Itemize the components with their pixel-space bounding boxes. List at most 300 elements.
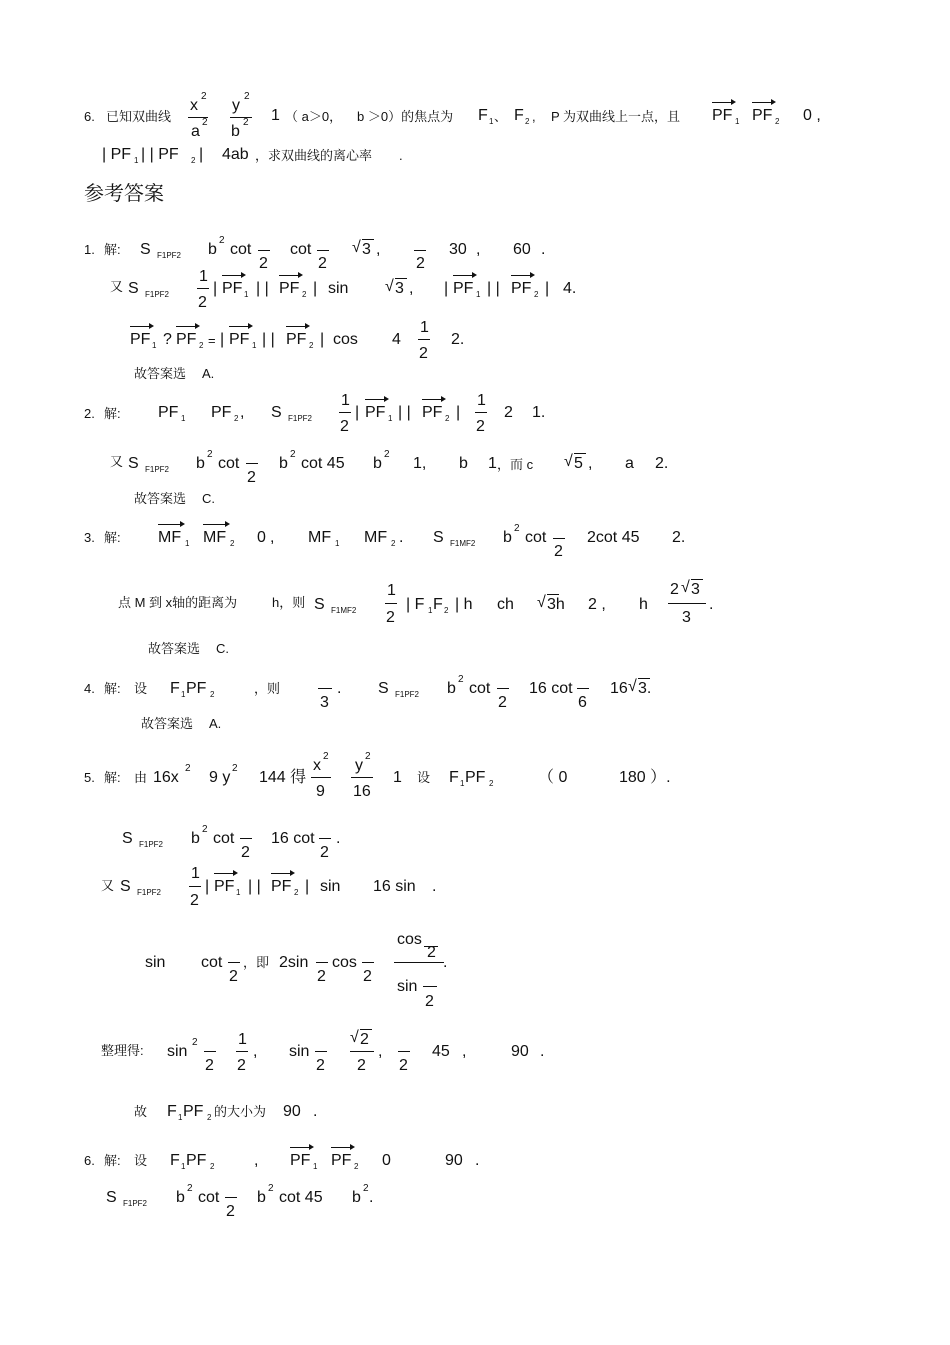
a5-zhengli: 整理得: [101, 1043, 144, 1058]
a2-b-2: b [279, 455, 288, 472]
a5-she: 设 [417, 770, 431, 785]
a3-frac-bar [668, 603, 706, 604]
a4-answer: 故答案选 [141, 716, 194, 731]
a5-y: y [355, 757, 363, 774]
a4-16: 16 [610, 680, 628, 697]
a5-sixteen: 16 [353, 783, 371, 800]
a6-pf2-sub: 2 [210, 1162, 215, 1171]
a1-dotq: ? [163, 331, 172, 348]
a5-jie: 解: [104, 770, 121, 785]
a1-vec-pf2-b-sub: 2 [534, 290, 539, 299]
a5-bar-5 [228, 962, 240, 963]
a5-f1-sub: 1 [460, 779, 465, 788]
a2-two-den: 2 [247, 469, 256, 486]
a4-f1-sub: 1 [181, 690, 186, 699]
a5-90: 90 [511, 1043, 529, 1060]
a6-vec-pf1: PF [290, 1152, 311, 1169]
a6-b-3-sup: 2 [363, 1183, 369, 1194]
a6-she: 设 [134, 1153, 148, 1168]
a1-S-sub: F1PF2 [157, 251, 182, 260]
a2-sqrt-icon: √ [564, 453, 573, 470]
q6-ask: ，求双曲线的离心率 [255, 148, 373, 163]
a6-dot-1: . [475, 1152, 480, 1169]
q6-p-desc: P 为双曲线上一点，且 [551, 109, 681, 124]
a6-vec-pf1-sub: 1 [313, 1162, 318, 1171]
a5-two-den: 2 [241, 844, 250, 861]
a5-sinsq: sin [167, 1043, 188, 1060]
a6-f1: F [170, 1152, 180, 1169]
a3-frac-sqrt-icon: √ [681, 579, 690, 596]
a2-abs-3: | [456, 404, 461, 421]
a3-S-2: S [314, 596, 325, 613]
a3-zero: 0 [257, 529, 266, 546]
a5-comma-1: , [253, 1043, 258, 1060]
a5-b-sup: 2 [202, 824, 208, 835]
a5-45: 45 [432, 1043, 450, 1060]
a3-answer: 故答案选 [148, 641, 201, 656]
a3-S: S [433, 529, 444, 546]
a2-S-sub-2: F1PF2 [145, 465, 170, 474]
a5-sin: sin [320, 878, 341, 895]
q6-abs-pf1: | PF [102, 146, 132, 163]
a2-vec-pf1-sub: 1 [388, 414, 393, 423]
a2-comma: , [240, 404, 245, 421]
a3-answer-letter: C. [216, 641, 229, 656]
a4-pf2: PF [186, 680, 207, 697]
a6-f1-sub: 1 [181, 1162, 186, 1171]
a6-b-sup: 2 [187, 1183, 193, 1194]
a5-cot-2: cot [201, 954, 223, 971]
a5-range-0: （ 0 [538, 769, 568, 786]
a3-b: b [503, 529, 512, 546]
a5-144: 144 得 [259, 769, 307, 786]
a3-cot: cot [525, 529, 547, 546]
a1-sqrt-icon-2: √ [385, 278, 394, 295]
a2-b-sup-2: 2 [290, 449, 296, 460]
a5-frac-sin-two: 2 [425, 993, 434, 1010]
q6-abs-sub1: 1 [134, 156, 139, 165]
a3-frac-sqrt-bar [691, 579, 703, 580]
a2-abs-2: | | [398, 404, 411, 421]
a5-two-den-6: 2 [205, 1057, 214, 1074]
a3-ch: ch [497, 596, 514, 613]
a5-pf2-b: PF [183, 1103, 204, 1120]
a3-jie: 解: [104, 530, 121, 545]
a3-frac-two: 2 [670, 581, 679, 598]
a5-two-den-5: 2 [363, 968, 372, 985]
a1-sin: sin [328, 280, 349, 297]
a1-cos: cos [333, 331, 358, 348]
a2-one: 1. [532, 404, 546, 421]
a2-cot45: cot 45 [301, 455, 345, 472]
a6-dot-2: . [369, 1189, 374, 1206]
a5-sqrt-bar [360, 1029, 372, 1030]
a5-frac-sin-bar [423, 986, 437, 987]
a5-bar-4 [319, 838, 331, 839]
a6-b-2-sup: 2 [268, 1183, 274, 1194]
a2-b-sup: 2 [207, 449, 213, 460]
a1-vec-pf1-sub: 1 [244, 290, 249, 299]
a5-f1-b-sub: 1 [178, 1113, 183, 1122]
a1-dot: . [541, 241, 546, 258]
q6-4ab: 4ab [222, 146, 249, 163]
a3-half-bar [385, 603, 397, 604]
a2-half-bar-2 [475, 412, 487, 413]
a5-S: S [122, 830, 133, 847]
a2-bar [246, 463, 258, 464]
a2-b-sup-3: 2 [384, 449, 390, 460]
a3-end-dot: . [709, 596, 714, 613]
a1-30: 30 [449, 241, 467, 258]
a1-sqrt-bar-2 [395, 278, 407, 279]
a5-y-sup: 2 [365, 751, 371, 762]
a3-vec-mf1-sub: 1 [185, 539, 190, 548]
a1-vec-pf2: PF [279, 280, 300, 297]
a3-dot: . [399, 529, 404, 546]
a5-ji: ，即 [243, 955, 270, 970]
a5-bar-7 [362, 962, 374, 963]
a5-bar-8 [204, 1051, 216, 1052]
a2-pf1-sub: 1 [181, 414, 186, 423]
a4-ze: ，则 [254, 681, 281, 696]
a5-bar-10 [398, 1051, 410, 1052]
a5-half-num-2: 1 [238, 1031, 247, 1048]
a3-h: h，则 [272, 595, 306, 610]
q6-number: 6. [84, 109, 95, 124]
a1-half-den-2: 2 [419, 345, 428, 362]
a5-dot-4: . [540, 1043, 545, 1060]
a5-dot-2: . [432, 878, 437, 895]
a4-f1: F [170, 680, 180, 697]
a2-cot: cot [218, 455, 240, 472]
a2-a-value: 2. [655, 455, 669, 472]
a5-90b: 90 [283, 1103, 301, 1120]
a1-bar-1 [258, 250, 270, 251]
a4-jie: 解: [104, 681, 121, 696]
a3-comma: , [270, 529, 275, 546]
a5-sqrt2: 2 [360, 1031, 369, 1048]
a1-four-b: 4 [392, 331, 401, 348]
a5-f1-b: F [167, 1103, 177, 1120]
a5-half-num: 1 [191, 865, 200, 882]
a5-sin-2: sin [145, 954, 166, 971]
a5-cot: cot [213, 830, 235, 847]
q6-abs-pf2: | | PF [141, 146, 179, 163]
a6-vec-pf2: PF [331, 1152, 352, 1169]
a5-you: 由 [134, 770, 148, 785]
a2-er: ，而 c [497, 457, 534, 472]
a1-vec-pf1-b: PF [453, 280, 474, 297]
a5-bar-1 [311, 777, 331, 778]
q6-F2-sub: 2 [525, 117, 530, 126]
a3-h-2: | h [455, 596, 473, 613]
a1-sqrt3: 3 [362, 241, 371, 258]
a6-b-3: b [352, 1189, 361, 1206]
a5-abs-2: | | [248, 878, 261, 895]
a5-abs-3: | [305, 878, 310, 895]
a3-b-sup: 2 [514, 523, 520, 534]
a5-comma-2: , [378, 1043, 383, 1060]
a3-mf1: MF [308, 529, 332, 546]
a3-vec-mf2-sub: 2 [230, 539, 235, 548]
a5-range-180: 180 ）. [619, 769, 671, 786]
a1-vec-pf2-sub: 2 [302, 290, 307, 299]
a1-cot-2: cot [290, 241, 312, 258]
q6-y: y [232, 97, 240, 114]
a5-bar-9 [315, 1051, 327, 1052]
a6-jie: 解: [104, 1153, 121, 1168]
a1-eq: = [208, 333, 216, 348]
a1-vec-pf2-b: PF [511, 280, 532, 297]
a5-you-2: 又 [101, 878, 115, 893]
a1-sqrt-icon: √ [352, 239, 361, 256]
a2-jie: 解: [104, 406, 121, 421]
a4-S-sub: F1PF2 [395, 690, 420, 699]
a5-S-sub-2: F1PF2 [137, 888, 162, 897]
a5-b: b [191, 830, 200, 847]
a1-S-sub-2: F1PF2 [145, 290, 170, 299]
a2-half-den-2: 2 [476, 418, 485, 435]
a1-half-num: 1 [199, 268, 208, 285]
q6-comma: , [532, 109, 536, 124]
a5-abs-1: | [205, 878, 210, 895]
a3-frac-sqrt3: 3 [691, 581, 700, 598]
a5-dot-5: . [313, 1103, 318, 1120]
a1-comma-3: , [409, 280, 414, 297]
a5-two-den-4: 2 [317, 968, 326, 985]
a1-half-bar [197, 288, 209, 289]
a4-bar-1 [318, 688, 332, 689]
q6-vec-pf1: PF [712, 107, 733, 124]
a5-pf2-b-sub: 2 [207, 1113, 212, 1122]
a1-vec-pf1: PF [222, 280, 243, 297]
a5-sinsq-sup: 2 [192, 1037, 198, 1048]
q6-vec-pf2: PF [752, 107, 773, 124]
q6-a: a [191, 123, 200, 140]
a6-b-2: b [257, 1189, 266, 1206]
a1-vec-pf2-d-sub: 2 [309, 341, 314, 350]
a5-vec-pf2-sub: 2 [294, 888, 299, 897]
a1-abs-2: | | [256, 280, 269, 297]
a4-number: 4. [84, 681, 95, 696]
a2-half-den: 2 [340, 418, 349, 435]
a1-abs-7: | [220, 331, 225, 348]
a3-mf2-sub: 2 [391, 539, 396, 548]
a5-nine: 9 [316, 783, 325, 800]
a2-two: 2 [504, 404, 513, 421]
a5-16sin: 16 sin [373, 878, 416, 895]
a2-sqrt-bar [574, 453, 586, 454]
a6-zero: 0 [382, 1152, 391, 1169]
a5-daxiao: 的大小为 [214, 1104, 267, 1119]
a5-sqrt-frac-den: 2 [357, 1057, 366, 1074]
a6-S-sub: F1PF2 [123, 1199, 148, 1208]
a1-number: 1. [84, 242, 95, 257]
a1-abs-8: | | [262, 331, 275, 348]
a5-x: x [313, 757, 321, 774]
a6-90: 90 [445, 1152, 463, 1169]
a2-half-num-2: 1 [477, 392, 486, 409]
a5-S-sub: F1PF2 [139, 840, 164, 849]
a1-four: 4. [563, 280, 577, 297]
a2-abs-1: | [355, 404, 360, 421]
a1-vec-pf1-b-sub: 1 [476, 290, 481, 299]
a4-two-den: 2 [498, 694, 507, 711]
q6-one: 1 [271, 107, 280, 124]
a3-two-den: 2 [554, 543, 563, 560]
a2-a: a [625, 455, 634, 472]
a5-half-den: 2 [190, 892, 199, 909]
q6-F1-sub: 1 [489, 117, 494, 126]
a1-jie: 解: [104, 242, 121, 257]
a6-number: 6. [84, 1153, 95, 1168]
q6-cond-b: b ＞0）的焦点为 [357, 109, 454, 124]
a6-cot: cot [198, 1189, 220, 1206]
a5-f1: F [449, 769, 459, 786]
q6-y-sup: 2 [244, 91, 250, 102]
a6-vec-pf2-sub: 2 [354, 1162, 359, 1171]
a1-abs-9: | [320, 331, 325, 348]
q6-sep: 、 [494, 109, 508, 124]
a3-f1-sub: 1 [428, 606, 433, 615]
a1-vec-pf1-d: PF [229, 331, 250, 348]
a5-16x-sup: 2 [185, 763, 191, 774]
a5-half-bar [189, 886, 201, 887]
a1-S-2: S [128, 280, 139, 297]
q6-F2: F [514, 107, 524, 124]
a1-two-1: 2 [259, 255, 268, 272]
a1-two-2: 2 [318, 255, 327, 272]
a4-she: 设 [134, 681, 148, 696]
a1-bar-3 [414, 250, 426, 251]
a4-b-sup: 2 [458, 674, 464, 685]
a3-sqrt-bar [547, 594, 559, 595]
q6-a-sup: 2 [202, 117, 208, 128]
a1-bar-2 [317, 250, 329, 251]
q6-zero: 0 , [803, 107, 821, 124]
a6-S: S [106, 1189, 117, 1206]
a4-six: 6 [578, 694, 587, 711]
a4-sqrt-icon: √ [628, 678, 637, 695]
a3-two-comma: 2 , [588, 596, 606, 613]
a4-three: 3 [320, 694, 329, 711]
q6-x: x [190, 97, 198, 114]
a5-cos: cos [332, 954, 357, 971]
a3-sqrt3h: 3h [547, 596, 565, 613]
a2-sqrt5: 5 [574, 455, 583, 472]
a1-you: 又 [110, 279, 124, 294]
a2-pf2: PF [211, 404, 232, 421]
a5-two-den-2: 2 [320, 844, 329, 861]
a1-half-bar-2 [418, 339, 430, 340]
a5-two-den-3: 2 [229, 968, 238, 985]
a2-answer-letter: C. [202, 491, 215, 506]
q6-dot: . [399, 148, 403, 163]
a2-half-bar [339, 412, 351, 413]
a3-number: 3. [84, 530, 95, 545]
a3-half-num: 1 [387, 582, 396, 599]
a3-mf1-sub: 1 [335, 539, 340, 548]
a6-two-den: 2 [226, 1203, 235, 1220]
a5-frac-cos: cos [397, 931, 422, 948]
a1-vec-pf1-c-sub: 1 [152, 341, 157, 350]
a5-one: 1 [393, 769, 402, 786]
a4-bar-2 [497, 688, 509, 689]
a1-comma: , [376, 241, 381, 258]
a5-pf2: PF [465, 769, 486, 786]
a5-pf2-sub: 2 [489, 779, 494, 788]
a3-half-den: 2 [386, 609, 395, 626]
a4-dot: . [337, 680, 342, 697]
a2-S-2: S [128, 455, 139, 472]
a5-16cot: 16 cot [271, 830, 315, 847]
a5-two-den-8: 2 [399, 1057, 408, 1074]
a2-b-4: b [459, 455, 468, 472]
a2-pf2-sub: 2 [234, 414, 239, 423]
a1-comma-2: , [476, 241, 481, 258]
a1-vec-pf2-c: PF [176, 331, 197, 348]
a5-two-den-7: 2 [316, 1057, 325, 1074]
q6-cond-a: （ a＞0， [285, 109, 343, 124]
q6-vec-pf1-sub: 1 [735, 117, 740, 126]
a2-S-sub: F1PF2 [288, 414, 313, 423]
a5-9y: 9 y [209, 769, 231, 786]
a1-half-num-2: 1 [420, 319, 429, 336]
a5-sqrt-frac-bar [350, 1051, 374, 1052]
a4-sqrt3: 3. [638, 680, 652, 697]
a1-b-sup: 2 [219, 235, 225, 246]
a4-S: S [378, 680, 389, 697]
a3-frac-three: 3 [682, 609, 691, 626]
a3-f2: F [433, 596, 443, 613]
a1-vec-pf1-c: PF [130, 331, 151, 348]
q6-b-sup: 2 [243, 117, 249, 128]
a1-S: S [140, 241, 151, 258]
a1-abs-5: | | [487, 280, 500, 297]
a3-hh: h [639, 596, 648, 613]
a5-16x: 16x [153, 769, 179, 786]
a1-two-3: 2 [416, 255, 425, 272]
a6-comma: , [254, 1152, 259, 1169]
a3-S-sub: F1MF2 [450, 539, 476, 548]
a4-b: b [447, 680, 456, 697]
a1-result: 2. [451, 331, 465, 348]
a2-b-3: b [373, 455, 382, 472]
a6-bar [225, 1197, 237, 1198]
a3-f2-sub: 2 [444, 606, 449, 615]
a6-pf2: PF [186, 1152, 207, 1169]
q6-abs-sub2: 2 [191, 156, 196, 165]
a3-vec-mf2: MF [203, 529, 227, 546]
q6-x-sup: 2 [201, 91, 207, 102]
a5-vec-pf2: PF [271, 878, 292, 895]
a5-gu: 故 [134, 1104, 148, 1119]
a4-sqrt-bar [638, 678, 650, 679]
a3-vec-mf1: MF [158, 529, 182, 546]
a5-comma-3: , [462, 1043, 467, 1060]
a2-one-b: 1 [488, 455, 497, 472]
a1-sqrt3-2: 3 [395, 280, 404, 297]
q6-abs-end: | [199, 146, 204, 163]
a4-cot: cot [469, 680, 491, 697]
q6-F1: F [478, 107, 488, 124]
a1-sqrt-bar [362, 239, 374, 240]
a5-vec-pf1: PF [214, 878, 235, 895]
a3-S-sub-2: F1MF2 [331, 606, 357, 615]
a5-frac-sin: sin [397, 978, 418, 995]
a6-cot45: cot 45 [279, 1189, 323, 1206]
a5-frac-bar [394, 962, 444, 963]
